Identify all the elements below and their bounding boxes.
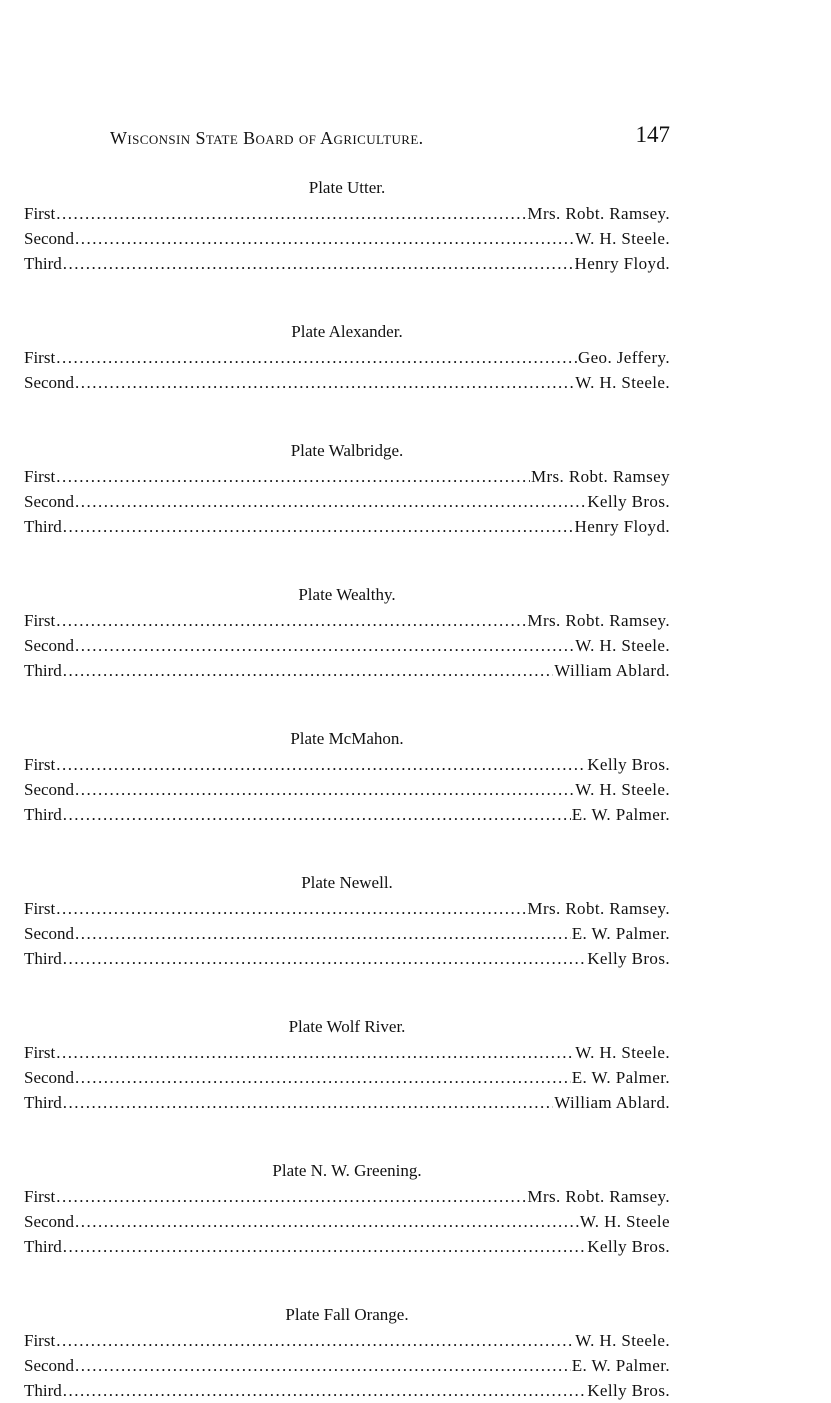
dot-leader [75,633,574,658]
award-entry [24,633,670,658]
winner-name: E. W. Palmer. [571,924,670,943]
award-section [24,726,670,827]
dot-leader [63,1090,553,1115]
winner-name: Kelly Bros. [587,949,670,968]
dot-leader [56,201,526,226]
place-label: Third [24,517,62,536]
award-sections [24,175,670,1403]
section-title: Plate McMahon. [290,729,404,748]
place-label: First [24,611,56,630]
award-entry [24,946,670,971]
place-label: First [24,1187,56,1206]
section-gap [24,276,670,319]
dot-leader [56,1040,574,1065]
award-entry [24,1040,670,1065]
place-label: Third [24,805,62,824]
dot-leader [75,370,574,395]
award-section [24,870,670,971]
dot-leader [63,802,571,827]
section-gap [24,1115,670,1158]
winner-name: W. H. Steele. [575,229,670,248]
section-gap [24,395,670,438]
place-label: First [24,755,56,774]
place-label: Third [24,1237,62,1256]
place-label: Second [24,924,75,943]
award-entry [24,1234,670,1259]
dot-leader [75,1065,571,1090]
winner-name: Mrs. Robt. Ramsey. [527,204,670,223]
winner-name: W. H. Steele [579,1212,670,1231]
dot-leader [63,658,553,683]
award-entry [24,514,670,539]
award-section [24,175,670,276]
winner-name: William Ablard. [554,661,670,680]
dot-leader [56,345,577,370]
place-label: Second [24,373,75,392]
place-label: Third [24,1381,62,1400]
award-entry [24,489,670,514]
place-label: Third [24,254,62,273]
award-entry [24,896,670,921]
section-title: Plate Newell. [301,873,393,892]
place-label: First [24,1331,56,1350]
award-section [24,438,670,539]
dot-leader [75,1353,571,1378]
place-label: Second [24,229,75,248]
dot-leader [56,752,586,777]
award-entry [24,777,670,802]
dot-leader [63,251,574,276]
winner-name: E. W. Palmer. [571,1356,670,1375]
award-entry [24,1090,670,1115]
dot-leader [63,514,574,539]
section-title: Plate Wolf River. [288,1017,406,1036]
dot-leader [56,896,526,921]
winner-name: W. H. Steele. [575,373,670,392]
winner-name: Henry Floyd. [574,254,670,273]
winner-name: Henry Floyd. [574,517,670,536]
dot-leader [75,921,571,946]
award-section [24,1158,670,1259]
section-gap [24,683,670,726]
winner-name: Geo. Jeffery. [577,348,670,367]
section-title: Plate Alexander. [291,322,403,341]
place-label: Third [24,1093,62,1112]
place-label: Second [24,636,75,655]
winner-name: W. H. Steele. [575,636,670,655]
winner-name: Kelly Bros. [587,492,670,511]
section-gap [24,539,670,582]
place-label: First [24,1043,56,1062]
award-entry [24,1378,670,1403]
section-title: Plate Fall Orange. [285,1305,409,1324]
winner-name: Kelly Bros. [587,1381,670,1400]
award-section [24,319,670,395]
section-gap [24,827,670,870]
award-section [24,582,670,683]
dot-leader [56,1184,526,1209]
place-label: Second [24,1212,75,1231]
place-label: Third [24,949,62,968]
section-title: Plate Walbridge. [290,441,404,460]
place-label: Second [24,780,75,799]
dot-leader [75,226,574,251]
award-entry [24,251,670,276]
place-label: Second [24,1068,75,1087]
section-gap [24,1259,670,1302]
winner-name: E. W. Palmer. [571,1068,670,1087]
place-label: Second [24,492,75,511]
place-label: Third [24,661,62,680]
dot-leader [63,1378,586,1403]
winner-name: W. H. Steele. [575,1331,670,1350]
dot-leader [75,1209,579,1234]
award-entry [24,464,670,489]
award-section [24,1014,670,1115]
winner-name: W. H. Steele. [575,1043,670,1062]
award-entry [24,1328,670,1353]
dot-leader [56,464,530,489]
section-gap [24,971,670,1014]
page-header [110,122,670,158]
winner-name: W. H. Steele. [575,780,670,799]
dot-leader [75,489,586,514]
place-label: First [24,899,56,918]
award-entry [24,1209,670,1234]
winner-name: E. W. Palmer. [571,805,670,824]
running-title: Wisconsin State Board of Agriculture. [110,128,424,148]
place-label: Second [24,1356,75,1375]
winner-name: Kelly Bros. [587,755,670,774]
award-entry [24,226,670,251]
award-entry [24,921,670,946]
winner-name: Mrs. Robt. Ramsey. [527,899,670,918]
section-title: Plate Wealthy. [298,585,396,604]
award-entry [24,658,670,683]
place-label: First [24,467,56,486]
dot-leader [56,1328,574,1353]
award-entry [24,1065,670,1090]
dot-leader [56,608,526,633]
award-entry [24,752,670,777]
place-label: First [24,348,56,367]
winner-name: William Ablard. [554,1093,670,1112]
award-entry [24,345,670,370]
winner-name: Mrs. Robt. Ramsey. [527,1187,670,1206]
award-entry [24,370,670,395]
dot-leader [75,777,574,802]
award-entry [24,1184,670,1209]
award-entry [24,802,670,827]
winner-name: Kelly Bros. [587,1237,670,1256]
winner-name: Mrs. Robt. Ramsey [530,467,670,486]
dot-leader [63,1234,586,1259]
award-entry [24,201,670,226]
winner-name: Mrs. Robt. Ramsey. [527,611,670,630]
section-title: Plate N. W. Greening. [272,1161,422,1180]
place-label: First [24,204,56,223]
page-number: 147 [635,122,670,147]
dot-leader [63,946,586,971]
award-section [24,1302,670,1403]
award-entry [24,608,670,633]
award-entry [24,1353,670,1378]
section-title: Plate Utter. [308,178,386,197]
